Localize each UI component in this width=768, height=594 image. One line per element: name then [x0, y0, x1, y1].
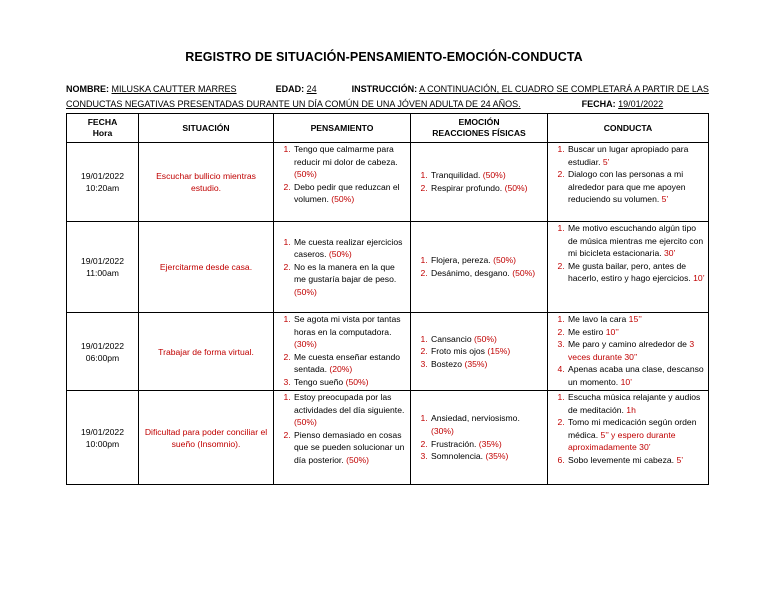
info-line-2 — [66, 99, 663, 109]
list-item: 2. Me estiro 10’’ — [567, 326, 705, 339]
table-header-row — [67, 114, 709, 143]
table-row — [67, 143, 709, 222]
row-date-cell — [67, 391, 139, 485]
list-item: 3. Bostezo (35%) — [430, 358, 544, 371]
list-item: 2. Desánimo, desgano. (50%) — [430, 267, 544, 280]
list-item: 2. Dialogo con las personas a mi alrededor para que me apoyen reduciendo su volumen. 5’ — [567, 168, 705, 206]
header-fecha-label: FECHA — [87, 117, 118, 127]
instruccion-label: INSTRUCCIÓN: — [351, 84, 418, 94]
row-date: 19/01/2022 — [80, 171, 124, 181]
document-title: REGISTRO DE SITUACIÓN-PENSAMIENTO-EMOCIÓN-CONDUCTA — [185, 50, 583, 64]
list-item: 2. Respirar profundo. (50%) — [430, 182, 544, 195]
list-item: 3. Me paro y camino alrededor de 3 veces durante 30’’ — [567, 338, 705, 363]
row-time: 10:00pm — [85, 438, 120, 449]
row-date-cell — [67, 222, 139, 313]
list-item: 2. Frustración. (35%) — [430, 438, 544, 451]
list-item: 1. Flojera, pereza. (50%) — [430, 254, 544, 267]
nombre-value: MILUSKA CAUTTER MARRES — [111, 84, 237, 94]
list-item: 3. Tengo sueño (50%) — [293, 376, 407, 389]
row-pensamiento — [274, 391, 411, 485]
row-emocion — [411, 222, 548, 313]
row-conducta — [548, 143, 709, 222]
table-row — [67, 313, 709, 391]
list-item: 1. Tengo que calmarme para reducir mi dolor de cabeza. (50%) — [293, 143, 407, 181]
instruccion-line-1: A CONTINUACIÓN, EL CUADRO SE COMPLETARÁ A PARTIR DE LAS — [419, 84, 709, 94]
list-item: 1. Me cuesta realizar ejercicios caseros. (50%) — [293, 236, 407, 261]
header-pensamiento: PENSAMIENTO — [274, 114, 411, 143]
fecha-value: 19/01/2022 — [618, 99, 664, 109]
row-conducta — [548, 222, 709, 313]
list-item: 1. Estoy preocupada por las actividades del día siguiente. (50%) — [293, 391, 407, 429]
header-emocion — [411, 114, 548, 143]
header-emocion-label: EMOCIÓN — [458, 117, 500, 127]
header-situacion: SITUACIÓN — [139, 114, 274, 143]
row-conducta — [548, 391, 709, 485]
row-pensamiento — [274, 222, 411, 313]
list-item: 1. Tranquilidad. (50%) — [430, 169, 544, 182]
row-situacion: Escuchar bullicio mientras estudio. — [139, 143, 274, 222]
list-item: 2. Froto mis ojos (15%) — [430, 345, 544, 358]
row-time: 10:20am — [85, 183, 120, 193]
list-item: 3. Somnolencia. (35%) — [430, 450, 544, 463]
header-fecha — [67, 114, 139, 143]
instruccion-line-2: CONDUCTAS NEGATIVAS PRESENTADAS DURANTE UN DÍA COMÚN DE UNA JÓVEN ADULTA DE 24 AÑOS. — [66, 99, 521, 109]
edad-label: EDAD: — [275, 84, 305, 94]
row-emocion — [411, 391, 548, 485]
list-item: 1. Se agota mi vista por tantas horas en la computadora. (30%) — [293, 313, 407, 351]
list-item: 4. Apenas acaba una clase, descanso un momento. 10’ — [567, 363, 705, 388]
row-situacion: Dificultad para poder conciliar el sueño (Insomnio). — [139, 391, 274, 485]
row-date-cell — [67, 143, 139, 222]
record-table — [66, 113, 709, 485]
list-item: 1. Cansancio (50%) — [430, 333, 544, 346]
header-reacciones-label: REACCIONES FÍSICAS — [432, 128, 526, 138]
row-date: 19/01/2022 — [80, 426, 124, 437]
row-emocion — [411, 143, 548, 222]
info-line-1 — [66, 84, 709, 94]
row-pensamiento — [274, 143, 411, 222]
row-emocion — [411, 313, 548, 391]
edad-value: 24 — [306, 84, 317, 94]
row-date-cell — [67, 313, 139, 391]
row-conducta — [548, 313, 709, 391]
list-item: 2. Me cuesta enseñar estando sentada. (20%) — [293, 351, 407, 376]
nombre-label: NOMBRE: — [66, 84, 109, 94]
list-item: 1. Ansiedad, nerviosismo. (30%) — [430, 412, 544, 437]
list-item: 1. Buscar un lugar apropiado para estudiar. 5’ — [567, 143, 705, 168]
header-hora-label: Hora — [92, 128, 113, 138]
list-item: 2. Debo pedir que reduzcan el volumen. (50%) — [293, 181, 407, 206]
row-time: 06:00pm — [85, 352, 120, 363]
row-date: 19/01/2022 — [80, 256, 124, 266]
list-item: 2. No es la manera en la que me gustaría bajar de peso. (50%) — [293, 261, 407, 299]
table-row — [67, 391, 709, 485]
list-item: 2. Pienso demasiado en cosas que se pueden solucionar un día posterior. (50%) — [293, 429, 407, 467]
list-item: 2. Tomo mi medicación según orden médica. 5’’ y espero durante aproximadamente 30’ — [567, 416, 705, 454]
row-time: 11:00am — [86, 268, 119, 278]
header-conducta: CONDUCTA — [548, 114, 709, 143]
row-date: 19/01/2022 — [80, 340, 124, 351]
list-item: 1. Me motivo escuchando algún tipo de música mientras me ejercito con mi bicicleta estacionaria. 30’ — [567, 222, 705, 260]
list-item: 1. Escucha música relajante y audios de meditación. 1h — [567, 391, 705, 416]
row-situacion: Trabajar de forma virtual. — [139, 313, 274, 391]
row-pensamiento — [274, 313, 411, 391]
fecha-label: FECHA: — [581, 99, 616, 109]
list-item: 6. Sobo levemente mi cabeza. 5’ — [567, 454, 705, 467]
list-item: 1. Me lavo la cara 15’’ — [567, 313, 705, 326]
table-row — [67, 222, 709, 313]
row-situacion: Ejercitarme desde casa. — [139, 222, 274, 313]
list-item: 2. Me gusta bailar, pero, antes de hacerlo, estiro y hago ejercicios. 10’ — [567, 260, 705, 285]
